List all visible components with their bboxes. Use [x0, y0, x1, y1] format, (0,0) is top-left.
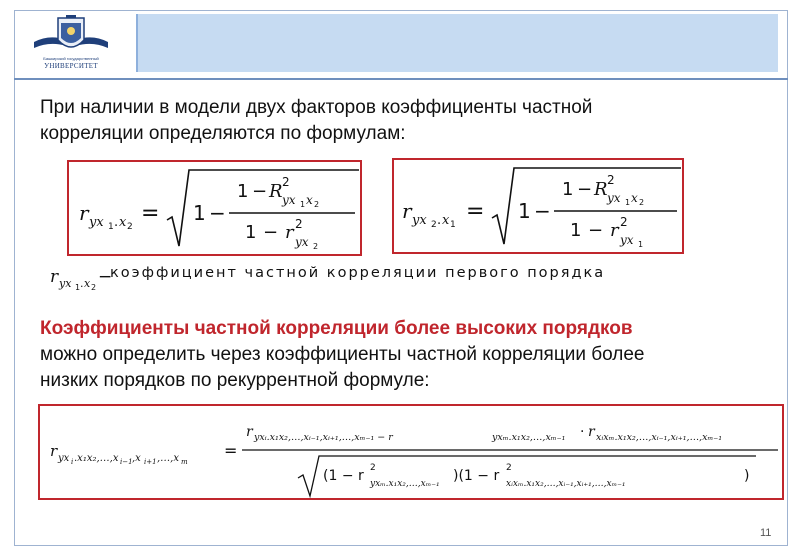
f1-num-sup: 2	[282, 175, 290, 189]
f1-den-sub-idx: 2	[313, 242, 319, 251]
university-logo	[30, 14, 112, 74]
body-line-2: низких порядков по рекуррентной формуле:	[40, 370, 430, 391]
f3-den-sub-2: xᵢxₘ.x₁x₂,…,xᵢ₋₁,xᵢ₊₁,…,xₘ₋₁	[506, 479, 626, 489]
f2-den-r: r	[610, 220, 619, 241]
f2-num-minus: −	[577, 179, 593, 200]
highlight-heading: Коэффициенты частной корреляции более высоких порядков	[40, 318, 633, 339]
intro-paragraph	[40, 95, 760, 147]
f1-lhs-r: r	[79, 201, 89, 225]
formula-3	[40, 406, 786, 502]
f1-equals: =	[141, 201, 160, 226]
page-number: 11	[760, 527, 772, 539]
note-dot: .	[80, 277, 84, 290]
f2-den-sub-idx: 1	[638, 240, 644, 249]
f1-num-sub1: 1	[300, 200, 306, 209]
f2-equals: =	[466, 199, 485, 224]
f2-num-sup: 2	[607, 173, 615, 187]
note-dash: −	[98, 267, 113, 287]
note-symbol	[50, 262, 113, 292]
f1-lhs-dot: .	[114, 215, 119, 230]
f3-den-sup-2: 2	[506, 463, 512, 473]
f1-den-minus: −	[263, 222, 279, 243]
formula-box-1	[67, 160, 362, 256]
f3-num-r: r	[246, 424, 253, 440]
f3-lhs-sub-i: i	[71, 458, 74, 466]
formula-box-2	[392, 158, 684, 254]
f3-num-term3-r: r	[588, 424, 595, 440]
f2-num-sub1: 1	[625, 198, 631, 207]
f1-den-sup: 2	[295, 217, 303, 231]
f3-sqrt	[298, 456, 756, 496]
f3-lhs-r: r	[50, 442, 58, 460]
body-line-1: можно определить через коэффициенты частной корреляции более	[40, 344, 645, 365]
f2-den-minus: −	[588, 220, 604, 241]
formula-box-3	[38, 404, 784, 500]
f3-num-sub: yxᵢ.x₁x₂,…,xᵢ₋₁,xᵢ₊₁,…,xₘ₋₁ − r	[254, 432, 393, 443]
f1-lhs-sub: yx	[89, 215, 104, 230]
f3-lhs-sub: yx	[58, 453, 70, 464]
note-sub: yx	[59, 277, 72, 290]
f1-one: 1	[193, 201, 206, 225]
f3-den-open: (1 − r	[323, 468, 364, 484]
note-x: x	[84, 277, 91, 290]
f2-lhs-sub-idx: 2	[431, 220, 437, 230]
f3-num-term2-sub: yxₘ.x₁x₂,…,xₘ₋₁	[492, 432, 566, 443]
body-paragraph	[40, 342, 770, 394]
f2-num-sub2: x	[631, 191, 638, 205]
f1-lhs-x-idx: 2	[127, 222, 133, 232]
intro-line-1: При наличии в модели двух факторов коэффициенты частной	[40, 97, 593, 118]
f1-num-one: 1	[237, 181, 249, 202]
f3-den-sub-1: yxₘ.x₁x₂,…,xₘ₋₁	[370, 479, 440, 489]
notation-description: коэффициент частной корреляции первого порядка	[110, 265, 606, 281]
f1-num-sub2: x	[306, 193, 313, 207]
note-x-idx: 2	[91, 283, 97, 292]
f3-lhs-rest3: ,…,x	[157, 453, 179, 464]
f1-num-minus: −	[252, 181, 268, 202]
f1-den-one: 1	[245, 222, 257, 243]
f2-lhs-r: r	[402, 199, 412, 223]
f3-den-mid: )(1 − r	[453, 468, 500, 484]
f2-minus: −	[534, 199, 551, 223]
f3-lhs-rest2-idx: i+1	[144, 458, 157, 466]
f2-num-sub3: 2	[639, 198, 645, 207]
f2-den-sup: 2	[620, 215, 628, 229]
f2-num-R: R	[594, 179, 608, 200]
f1-num-sub3: 2	[314, 200, 320, 209]
logo-caption: УНИВЕРСИТЕТ	[44, 62, 98, 70]
intro-line-2: корреляции определяются по формулам:	[40, 123, 406, 144]
f1-num-sub: yx	[282, 193, 296, 207]
f2-one: 1	[518, 199, 531, 223]
logo-caption-small: Башкирский государственный	[43, 56, 99, 61]
f3-den-sup-1: 2	[370, 463, 376, 473]
f1-num-R: R	[269, 181, 283, 202]
f2-lhs-x: x	[442, 213, 450, 228]
f1-lhs-x: x	[119, 215, 127, 230]
f2-num-sub: yx	[607, 191, 621, 205]
f3-num-term3-sub: xᵢxₘ.x₁x₂,…,xᵢ₋₁,xᵢ₊₁,…,xₘ₋₁	[596, 432, 723, 443]
formula-2	[394, 160, 686, 256]
f1-den-r: r	[285, 222, 294, 243]
f2-num-one: 1	[562, 179, 574, 200]
f3-equals: =	[224, 441, 238, 460]
f3-lhs-rest: .x₁x₂,…,x	[74, 453, 119, 464]
f2-lhs-sub: yx	[412, 213, 427, 228]
f1-den-sub: yx	[295, 235, 309, 249]
f3-num-dot: ·	[580, 424, 585, 440]
f2-den-sub: yx	[620, 233, 634, 247]
title-panel	[136, 14, 778, 72]
f1-minus: −	[209, 201, 226, 225]
f3-den-close: )	[744, 468, 750, 484]
formula-1	[69, 162, 364, 258]
f2-den-one: 1	[570, 220, 582, 241]
f1-lhs-sub-idx: 1	[108, 222, 114, 232]
note-sub-idx: 1	[75, 283, 81, 292]
f2-lhs-x-idx: 1	[450, 220, 456, 230]
f2-lhs-dot: .	[437, 213, 442, 228]
f3-lhs-rest3-idx: m	[181, 458, 188, 466]
f3-lhs-rest-idx: i−1	[120, 458, 133, 466]
note-r: r	[50, 267, 59, 287]
university-logo-icon	[30, 14, 112, 58]
f3-lhs-rest2: ,x	[132, 453, 141, 464]
